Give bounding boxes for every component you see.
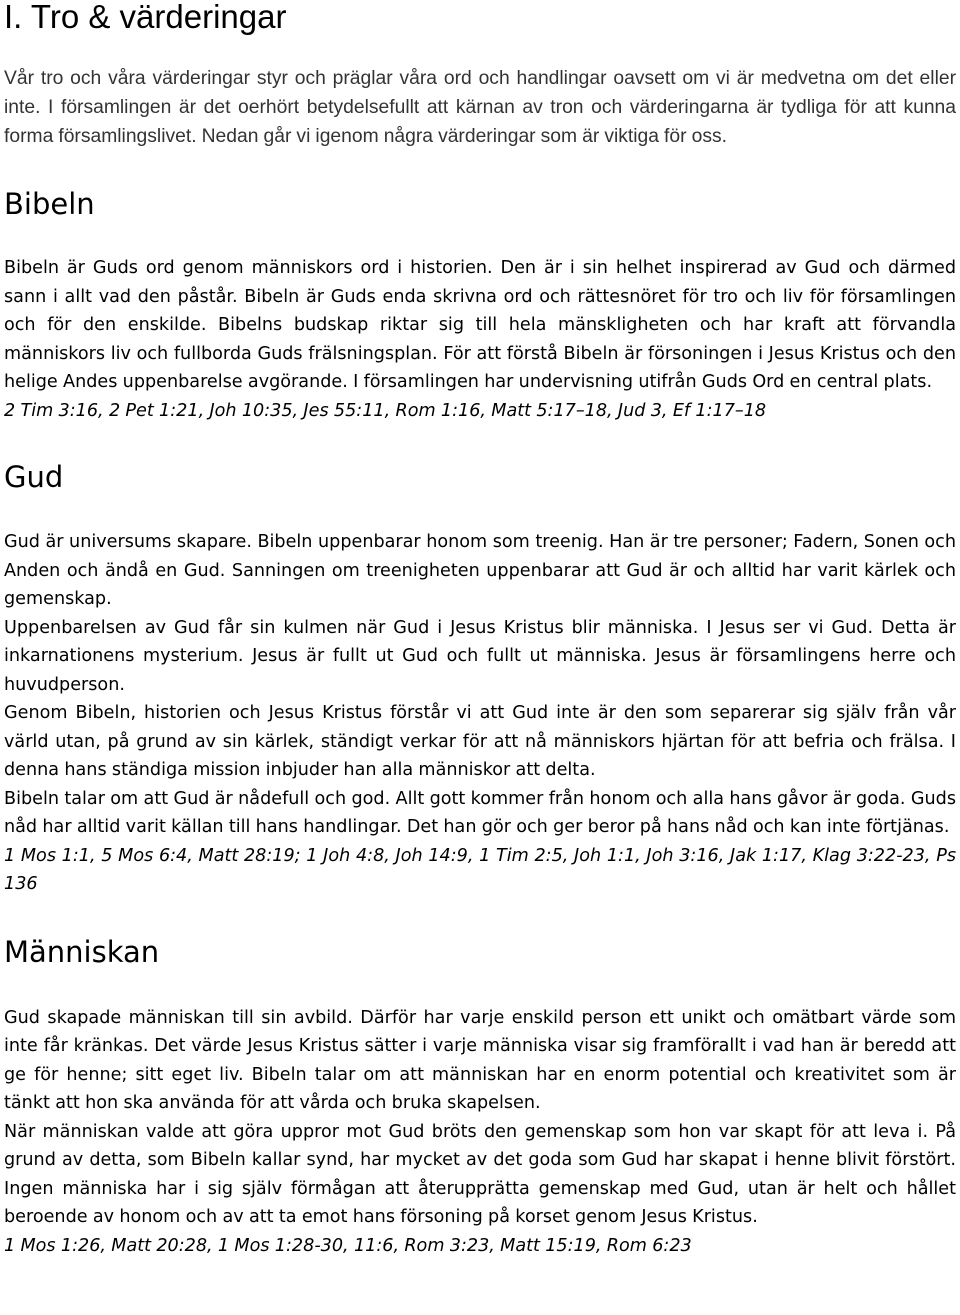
section-manniskan: [4, 935, 956, 1261]
section-body-manniskan: [4, 1004, 956, 1261]
section-bibeln: [4, 187, 956, 425]
paragraph: Bibeln är Guds ord genom människors ord i historien. Den är i sin helhet inspirerad av Gud och därmed sann i allt vad den påstår. Bibeln är Guds enda skrivna ord och rättesnöret för tro och liv för församlingen och för den enskilde. Bibelns budskap riktar sig till hela mänskligheten och har kraft att förvandla människors liv och fullborda Guds frälsningsplan. För att förstå Bibeln är försoningen i Jesus Kristus och den helige Andes uppenbarelse avgörande. I församlingen har undervisning utifrån Guds Ord en central plats.: [4, 258, 956, 392]
page-title: I. Tro & värderingar: [4, 0, 287, 35]
paragraph: Uppenbarelsen av Gud får sin kulmen när Gud i Jesus Kristus blir människa. I Jesus ser vi Gud. Detta är inkarnationens mysterium. Jesus är fullt ut Gud och fullt ut människa. Jesus är församlingens herre och huvudperson.: [4, 617, 956, 695]
paragraph: När människan valde att göra uppror mot Gud bröts den gemenskap som hon var skapt för att leva i. På grund av detta, som Bibeln kallar synd, har mycket av det goda som Gud har skapat i henne blivit förstört. Ingen människa har i sig själv förmågan att återupprätta gemenskap med Gud, utan är helt och hållet beroende av honom och av att ta emot hans försoning på korset genom Jesus Kristus.: [4, 1121, 956, 1227]
section-gud: [4, 460, 956, 899]
intro-paragraph: Vår tro och våra värderingar styr och präglar våra ord och handlingar oavsett om vi är medvetna om det eller inte. I församlingen är det oerhört betydelsefullt att kärnan av tron och värderingarna är tydliga för att kunna forma församlingslivet. Nedan går vi igenom några värderingar som är viktiga för oss.: [4, 68, 956, 147]
bible-references: 1 Mos 1:1, 5 Mos 6:4, Matt 28:19; 1 Joh 4:8, Joh 14:9, 1 Tim 2:5, Joh 1:1, Joh 3:16, Jak 1:17, Klag 3:22-23, Ps 136: [4, 845, 956, 894]
bible-references: 2 Tim 3:16, 2 Pet 1:21, Joh 10:35, Jes 55:11, Rom 1:16, Matt 5:17–18, Jud 3, Ef 1:17–18: [4, 400, 767, 421]
section-heading-gud: Gud: [4, 460, 64, 494]
document-page: [4, 0, 956, 1260]
section-heading-bibeln: Bibeln: [4, 187, 95, 221]
bible-references: 1 Mos 1:26, Matt 20:28, 1 Mos 1:28-30, 11:6, Rom 3:23, Matt 15:19, Rom 6:23: [4, 1235, 692, 1256]
paragraph: Bibeln talar om att Gud är nådefull och god. Allt gott kommer från honom och alla hans gåvor är goda. Guds nåd har alltid varit källan till hans handlingar. Det han gör och ger beror på hans nåd och kan inte förtjänas.: [4, 788, 956, 837]
section-body-bibeln: [4, 254, 956, 425]
paragraph: Gud är universums skapare. Bibeln uppenbarar honom som treenig. Han är tre personer; Fadern, Sonen och Anden och ändå en Gud. Sanningen om treenigheten uppenbarar att Gud är och alltid har varit kärlek och gemenskap.: [4, 532, 956, 609]
section-body-gud: [4, 528, 956, 899]
paragraph: Genom Bibeln, historien och Jesus Kristus förstår vi att Gud inte är den som separerar sig själv från vår värld utan, på grund av sin kärlek, ständigt verkar för att nå människors hjärtan för att befria och frälsa. I denna hans ständiga mission inbjuder han alla människor att delta.: [4, 703, 956, 780]
paragraph: Gud skapade människan till sin avbild. Därför har varje enskild person ett unikt och omätbart värde som inte får kränkas. Det värde Jesus Kristus sätter i varje människa visar sig framförallt i vad han är beredd att ge för henne; sitt eget liv. Bibeln talar om att människan har en enorm potential och kreativitet som är tänkt att hon ska använda för att vårda och bruka skapelsen.: [4, 1007, 956, 1113]
section-heading-manniskan: Människan: [4, 934, 160, 969]
